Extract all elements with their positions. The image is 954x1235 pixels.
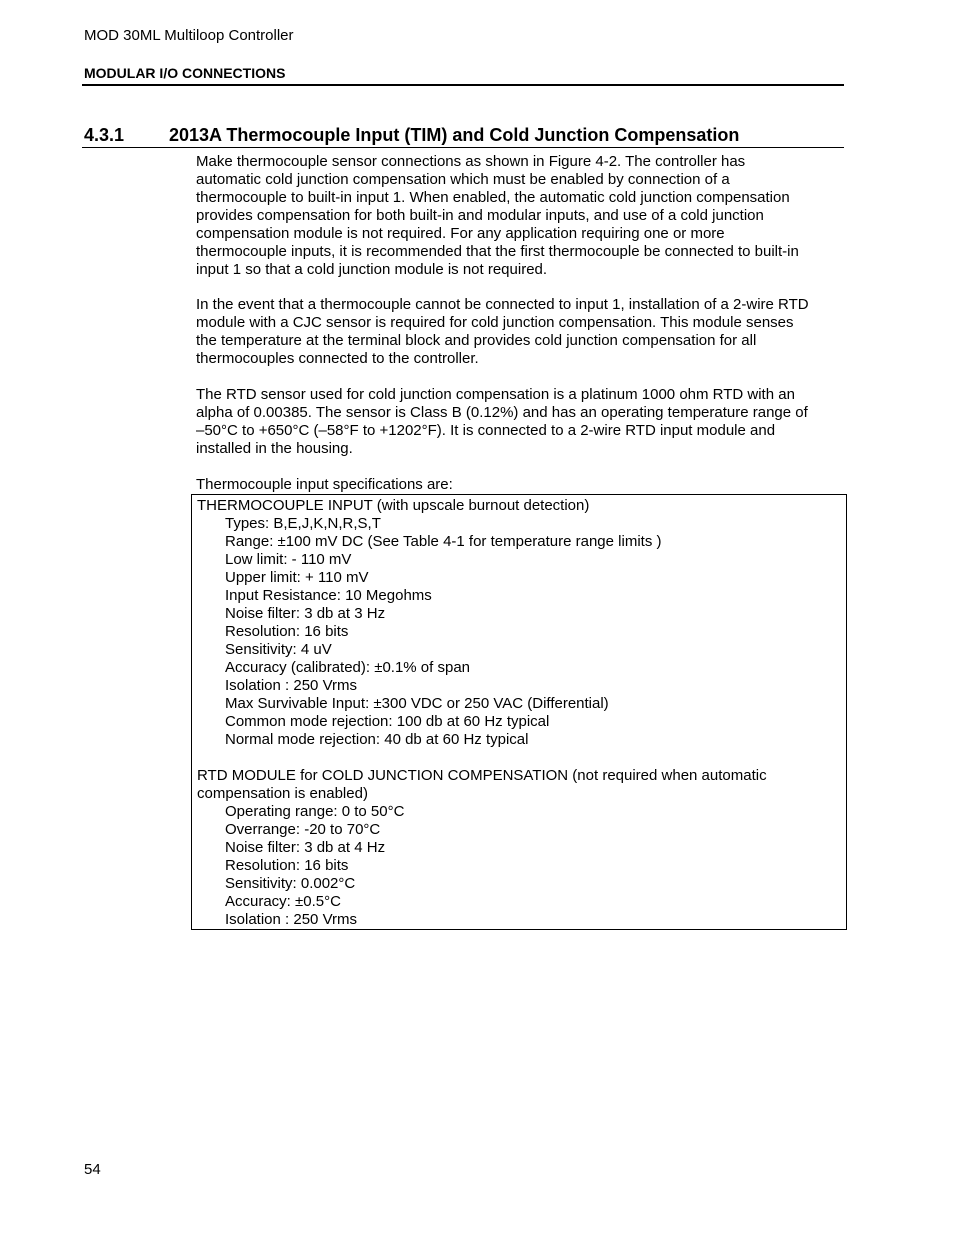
paragraph-text: In the event that a thermocouple cannot be connected to input 1, installation of a 2-wire RTD module with a CJC sensor is required for cold junction compensation. This module senses the temperature at the terminal block and provides cold junction compensation for all thermocouples connected to the controller. (196, 296, 809, 367)
paragraph-text: The RTD sensor used for cold junction compensation is a platinum 1000 ohm RTD with an alpha of 0.00385. The sensor is Class B (0.12%) and has an operating temperature range of –50°C to +650°C (–58°F to +1202°F). It is connected to a 2-wire RTD input module and installed in the housing. (196, 386, 808, 457)
spec-item: Noise filter: 3 db at 3 Hz (225, 605, 386, 622)
rtd-spec-heading: RTD MODULE for COLD JUNCTION COMPENSATION (not required when automatic compensation is enabled) (197, 767, 767, 802)
paragraph-text: Make thermocouple sensor connections as shown in Figure 4-2. The controller has automatic cold junction compensation which must be enabled by connection of a thermocouple to built-in input 1. When enabled, the automatic cold junction compensation provides compensation for both built-in and modular inputs, and use of a cold junction compensation module is not required. For any application requiring one or more thermocouple inputs, it is recommended that the first thermocouple be connected to built-in input 1 so that a cold junction module is not required. (196, 153, 799, 278)
body-paragraph (196, 476, 846, 494)
spec-item: Isolation : 250 Vrms (225, 677, 358, 694)
spec-item: Max Survivable Input: ±300 VDC or 250 VAC (Differential) (225, 695, 609, 712)
spec-item: Sensitivity: 0.002°C (225, 875, 356, 892)
spec-item: Normal mode rejection: 40 db at 60 Hz typical (225, 731, 529, 748)
spec-item: Sensitivity: 4 uV (225, 641, 332, 658)
specifications-content (197, 497, 837, 929)
running-header-section: MODULAR I/O CONNECTIONS (84, 65, 286, 81)
body-paragraph (196, 153, 846, 279)
spec-spacer (197, 749, 837, 767)
thermocouple-spec-heading: THERMOCOUPLE INPUT (with upscale burnout detection) (197, 497, 590, 514)
spec-item: Common mode rejection: 100 db at 60 Hz typical (225, 713, 550, 730)
spec-item: Accuracy (calibrated): ±0.1% of span (225, 659, 471, 676)
header-divider (82, 84, 844, 86)
body-paragraph (196, 386, 846, 458)
specifications-box (191, 494, 847, 930)
spec-item: Isolation : 250 Vrms (225, 911, 358, 928)
spec-item: Upper limit: + 110 mV (225, 569, 369, 586)
body-paragraph (196, 296, 846, 368)
spec-item: Operating range: 0 to 50°C (225, 803, 405, 820)
spec-item: Overrange: -20 to 70°C (225, 821, 381, 838)
spec-item: Types: B,E,J,K,N,R,S,T (225, 515, 381, 532)
spec-item: Input Resistance: 10 Megohms (225, 587, 432, 604)
specs-intro-text: Thermocouple input specifications are: (196, 476, 453, 493)
spec-item: Accuracy: ±0.5°C (225, 893, 341, 910)
spec-item: Low limit: - 110 mV (225, 551, 352, 568)
running-header-title: MOD 30ML Multiloop Controller (84, 27, 294, 44)
section-divider (82, 147, 844, 148)
spec-item: Noise filter: 3 db at 4 Hz (225, 839, 386, 856)
section-title: 2013A Thermocouple Input (TIM) and Cold Junction Compensation (169, 125, 740, 145)
section-number: 4.3.1 (84, 125, 125, 145)
spec-item: Range: ±100 mV DC (See Table 4-1 for temperature range limits ) (225, 533, 662, 550)
page-number: 54 (84, 1161, 101, 1178)
spec-item: Resolution: 16 bits (225, 857, 349, 874)
spec-item: Resolution: 16 bits (225, 623, 349, 640)
